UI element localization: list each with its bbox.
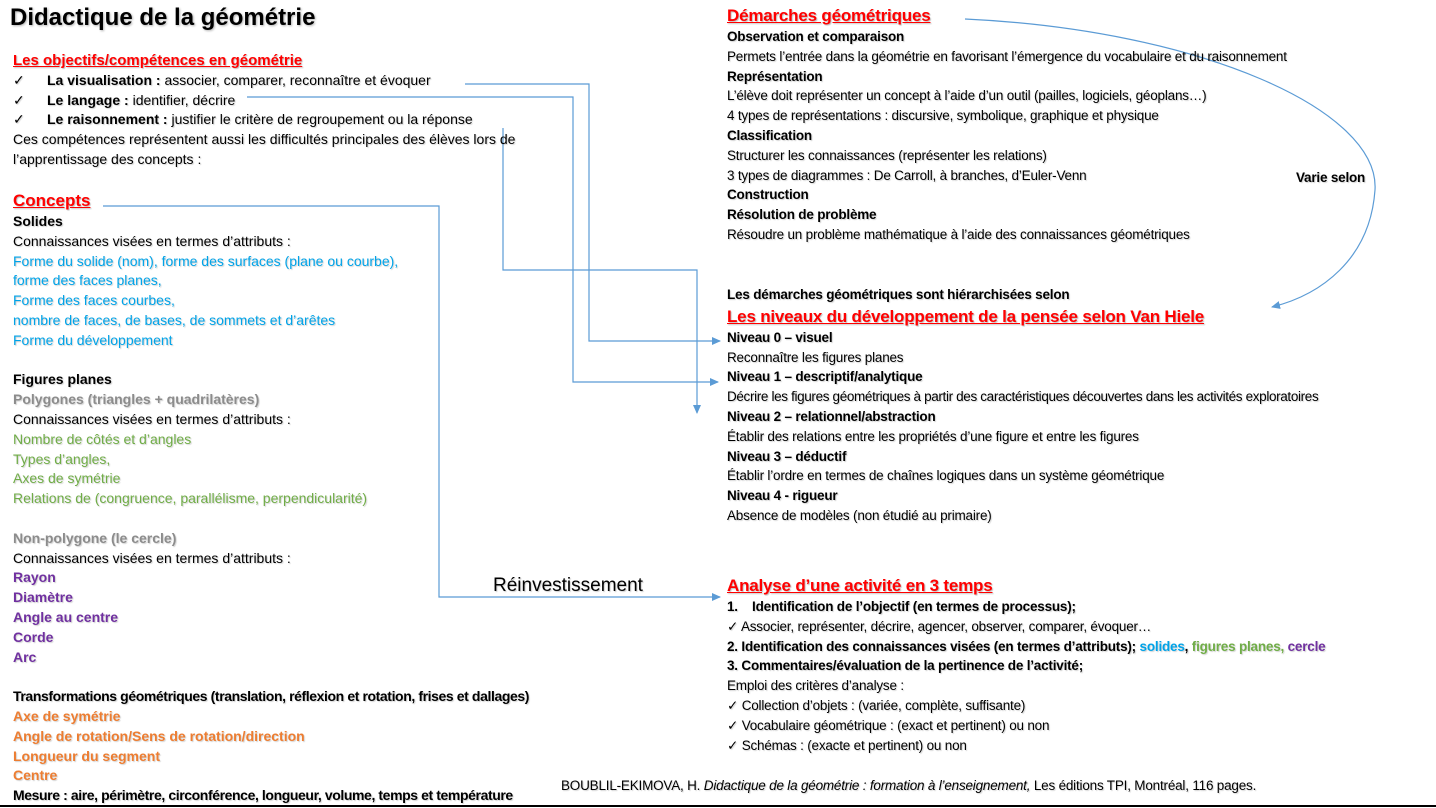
- demarche-line: Construction: [727, 187, 809, 203]
- check-icon: ✓: [727, 697, 739, 713]
- cercle-attr: Corde: [13, 628, 54, 645]
- demarche-line: 4 types de représentations : discursive, symbolique, graphique et physique: [727, 108, 1159, 124]
- figures-planes-attr: Relations de (congruence, parallélisme, perpendicularité): [13, 490, 368, 507]
- cercle-attr: Arc: [13, 648, 37, 665]
- step-1-detail-text: Associer, représenter, décrire, agencer, observer, comparer, évoquer…: [740, 618, 1152, 634]
- niveau-desc: Reconnaître les figures planes: [727, 349, 904, 365]
- transformation-attr: Longueur du segment: [13, 747, 160, 764]
- demarche-line: Résoudre un problème mathématique à l’aide des connaissances géométriques: [727, 226, 1190, 242]
- step-2-text: 2. Identification des connaissances visées (en termes d’attributs);: [727, 638, 1140, 654]
- concepts-section: [13, 190, 529, 806]
- demarche-line: 3 types de diagrammes : De Carroll, à branches, d’Euler-Venn: [727, 167, 1087, 183]
- check-icon: ✓: [13, 91, 25, 108]
- analyse-heading: Analyse d’une activité en 3 temps: [727, 576, 993, 595]
- solides-title: Solides: [13, 213, 63, 229]
- criteria-item: [727, 696, 1325, 716]
- mesure-line: Mesure : aire, périmètre, circonférence, longueur, volume, temps et température: [13, 787, 513, 804]
- citation-book: Didactique de la géométrie : formation à l’enseignement,: [703, 778, 1031, 793]
- demarche-line: Résolution de problème: [727, 207, 877, 223]
- cercle-attr: Angle au centre: [13, 608, 119, 625]
- objectifs-note-1: Ces compétences représentent aussi les difficultés principales des élèves lors de: [13, 131, 516, 148]
- analyse-step-3: 3. Commentaires/évaluation de la pertinence de l’activité;: [727, 658, 1084, 674]
- cercle-attr: Diamètre: [13, 589, 73, 606]
- objectif-item-raisonnement: [13, 110, 515, 130]
- objectifs-heading: Les objectifs/compétences en géométrie: [13, 52, 303, 69]
- demarche-line: Observation et comparaison: [727, 29, 905, 44]
- demarche-line: Représentation: [727, 68, 823, 84]
- solides-attr: forme des faces planes,: [13, 272, 162, 289]
- niveau-title: Niveau 3 – déductif: [727, 448, 847, 464]
- step-2-cercle: cercle: [1287, 638, 1326, 654]
- demarche-line: Structurer les connaissances (représenter les relations): [727, 147, 1047, 163]
- figures-planes-attr: Types d’angles,: [13, 450, 111, 467]
- check-icon: ✓: [13, 71, 25, 88]
- niveau-title: Niveau 2 – relationnel/abstraction: [727, 408, 936, 424]
- objectif-label: Le langage :: [47, 91, 129, 108]
- check-icon: ✓: [13, 111, 25, 128]
- figures-planes-attr: Axes de symétrie: [13, 470, 121, 487]
- solides-attr: Forme des faces courbes,: [13, 292, 175, 309]
- objectifs-note-2: l’apprentissage des concepts :: [13, 150, 202, 167]
- analyse-step-2: [727, 637, 1325, 657]
- niveau-desc: Établir des relations entre les propriétés d’une figure et entre les figures: [727, 428, 1139, 444]
- van-hiele-intro: Les démarches géométriques sont hiérarchisées selon: [727, 287, 1070, 302]
- objectif-label: La visualisation :: [47, 71, 161, 88]
- solides-attr: Forme du solide (nom), forme des surfaces (plane ou courbe),: [13, 252, 399, 269]
- check-icon: ✓: [727, 737, 739, 753]
- figures-planes-title: Figures planes: [13, 371, 112, 388]
- analyse-step-1-detail: [727, 617, 1325, 637]
- criteria-text: Vocabulaire géométrique : (exact et pertinent) ou non: [741, 717, 1050, 733]
- demarches-heading: Démarches géométriques: [727, 6, 931, 25]
- page-title: Didactique de la géométrie: [10, 4, 316, 31]
- transformation-attr: Angle de rotation/Sens de rotation/direction: [13, 727, 305, 744]
- cercle-attr: Rayon: [13, 569, 56, 586]
- solides-intro: Connaissances visées en termes d’attributs :: [13, 232, 291, 249]
- objectif-text: identifier, décrire: [128, 91, 236, 108]
- objectifs-section: [13, 51, 515, 170]
- niveau-title: Niveau 0 – visuel: [727, 329, 833, 345]
- niveau-desc: Absence de modèles (non étudié au primaire): [727, 507, 992, 523]
- citation-author: BOUBLIL-EKIMOVA, H.: [561, 778, 704, 793]
- transformation-attr: Axe de symétrie: [13, 707, 121, 724]
- non-polygone-title: Non-polygone (le cercle): [13, 529, 177, 546]
- objectif-item-visualisation: [13, 71, 515, 91]
- objectif-text: associer, comparer, reconnaître et évoquer: [160, 71, 431, 88]
- criteria-item: [727, 736, 1325, 756]
- van-hiele-heading: Les niveaux du développement de la pensée selon Van Hiele: [727, 306, 1205, 326]
- transformation-attr: Centre: [13, 767, 58, 784]
- criteria-item: [727, 716, 1325, 736]
- reinvestissement-label: Réinvestissement: [493, 575, 643, 596]
- solides-attr: nombre de faces, de bases, de sommets et d’arêtes: [13, 311, 336, 328]
- objectif-item-langage: [13, 91, 515, 111]
- check-icon: ✓: [727, 717, 739, 733]
- criteria-intro: Emploi des critères d’analyse :: [727, 678, 904, 694]
- figures-planes-intro: Connaissances visées en termes d’attributs :: [13, 410, 291, 427]
- figures-planes-attr: Nombre de côtés et d’angles: [13, 430, 192, 447]
- check-icon: ✓: [727, 618, 739, 634]
- demarche-line: L’élève doit représenter un concept à l’aide d’un outil (pailles, logiciels, géoplans…): [727, 88, 1207, 104]
- niveau-title: Niveau 1 – descriptif/analytique: [727, 369, 923, 385]
- criteria-text: Collection d’objets : (variée, complète, suffisante): [741, 697, 1026, 713]
- demarche-line: Permets l’entrée dans la géométrie en favorisant l’émergence du vocabulaire et du raisonnement: [727, 48, 1287, 64]
- demarche-line: Classification: [727, 127, 812, 143]
- analyse-section: [727, 574, 1325, 755]
- step-2-figures: figures planes,: [1191, 638, 1288, 654]
- objectif-text: justifier le critère de regroupement ou la réponse: [167, 111, 473, 128]
- varie-selon-label: Varie selon: [1296, 170, 1366, 185]
- polygones-subtitle: Polygones (triangles + quadrilatères): [13, 391, 260, 408]
- solides-attr: Forme du développement: [13, 331, 173, 348]
- objectif-label: Le raisonnement :: [47, 111, 168, 128]
- criteria-text: Schémas : (exacte et pertinent) ou non: [741, 737, 967, 753]
- analyse-step-1: 1. Identification de l’objectif (en termes de processus);: [727, 599, 1076, 614]
- non-polygone-intro: Connaissances visées en termes d’attributs :: [13, 549, 291, 566]
- concepts-heading: Concepts: [13, 191, 91, 210]
- van-hiele-section: [727, 285, 1318, 526]
- step-2-solides: solides: [1139, 638, 1185, 654]
- demarches-section: [727, 4, 1287, 245]
- niveau-desc: Décrire les figures géométriques à partir des caractéristiques découvertes dans les activités exploratoires: [727, 389, 1319, 405]
- step-2-sep: ,: [1184, 638, 1192, 654]
- transformations-title: Transformations géométriques (translation, réflexion et rotation, frises et dallages): [13, 688, 530, 705]
- citation: [561, 776, 1256, 796]
- niveau-title: Niveau 4 - rigueur: [727, 488, 838, 504]
- citation-publisher: Les éditions TPI, Montréal, 116 pages.: [1030, 778, 1257, 793]
- niveau-desc: Établir l’ordre en termes de chaînes logiques dans un système géométrique: [727, 468, 1165, 484]
- bottom-rule: [0, 805, 1436, 807]
